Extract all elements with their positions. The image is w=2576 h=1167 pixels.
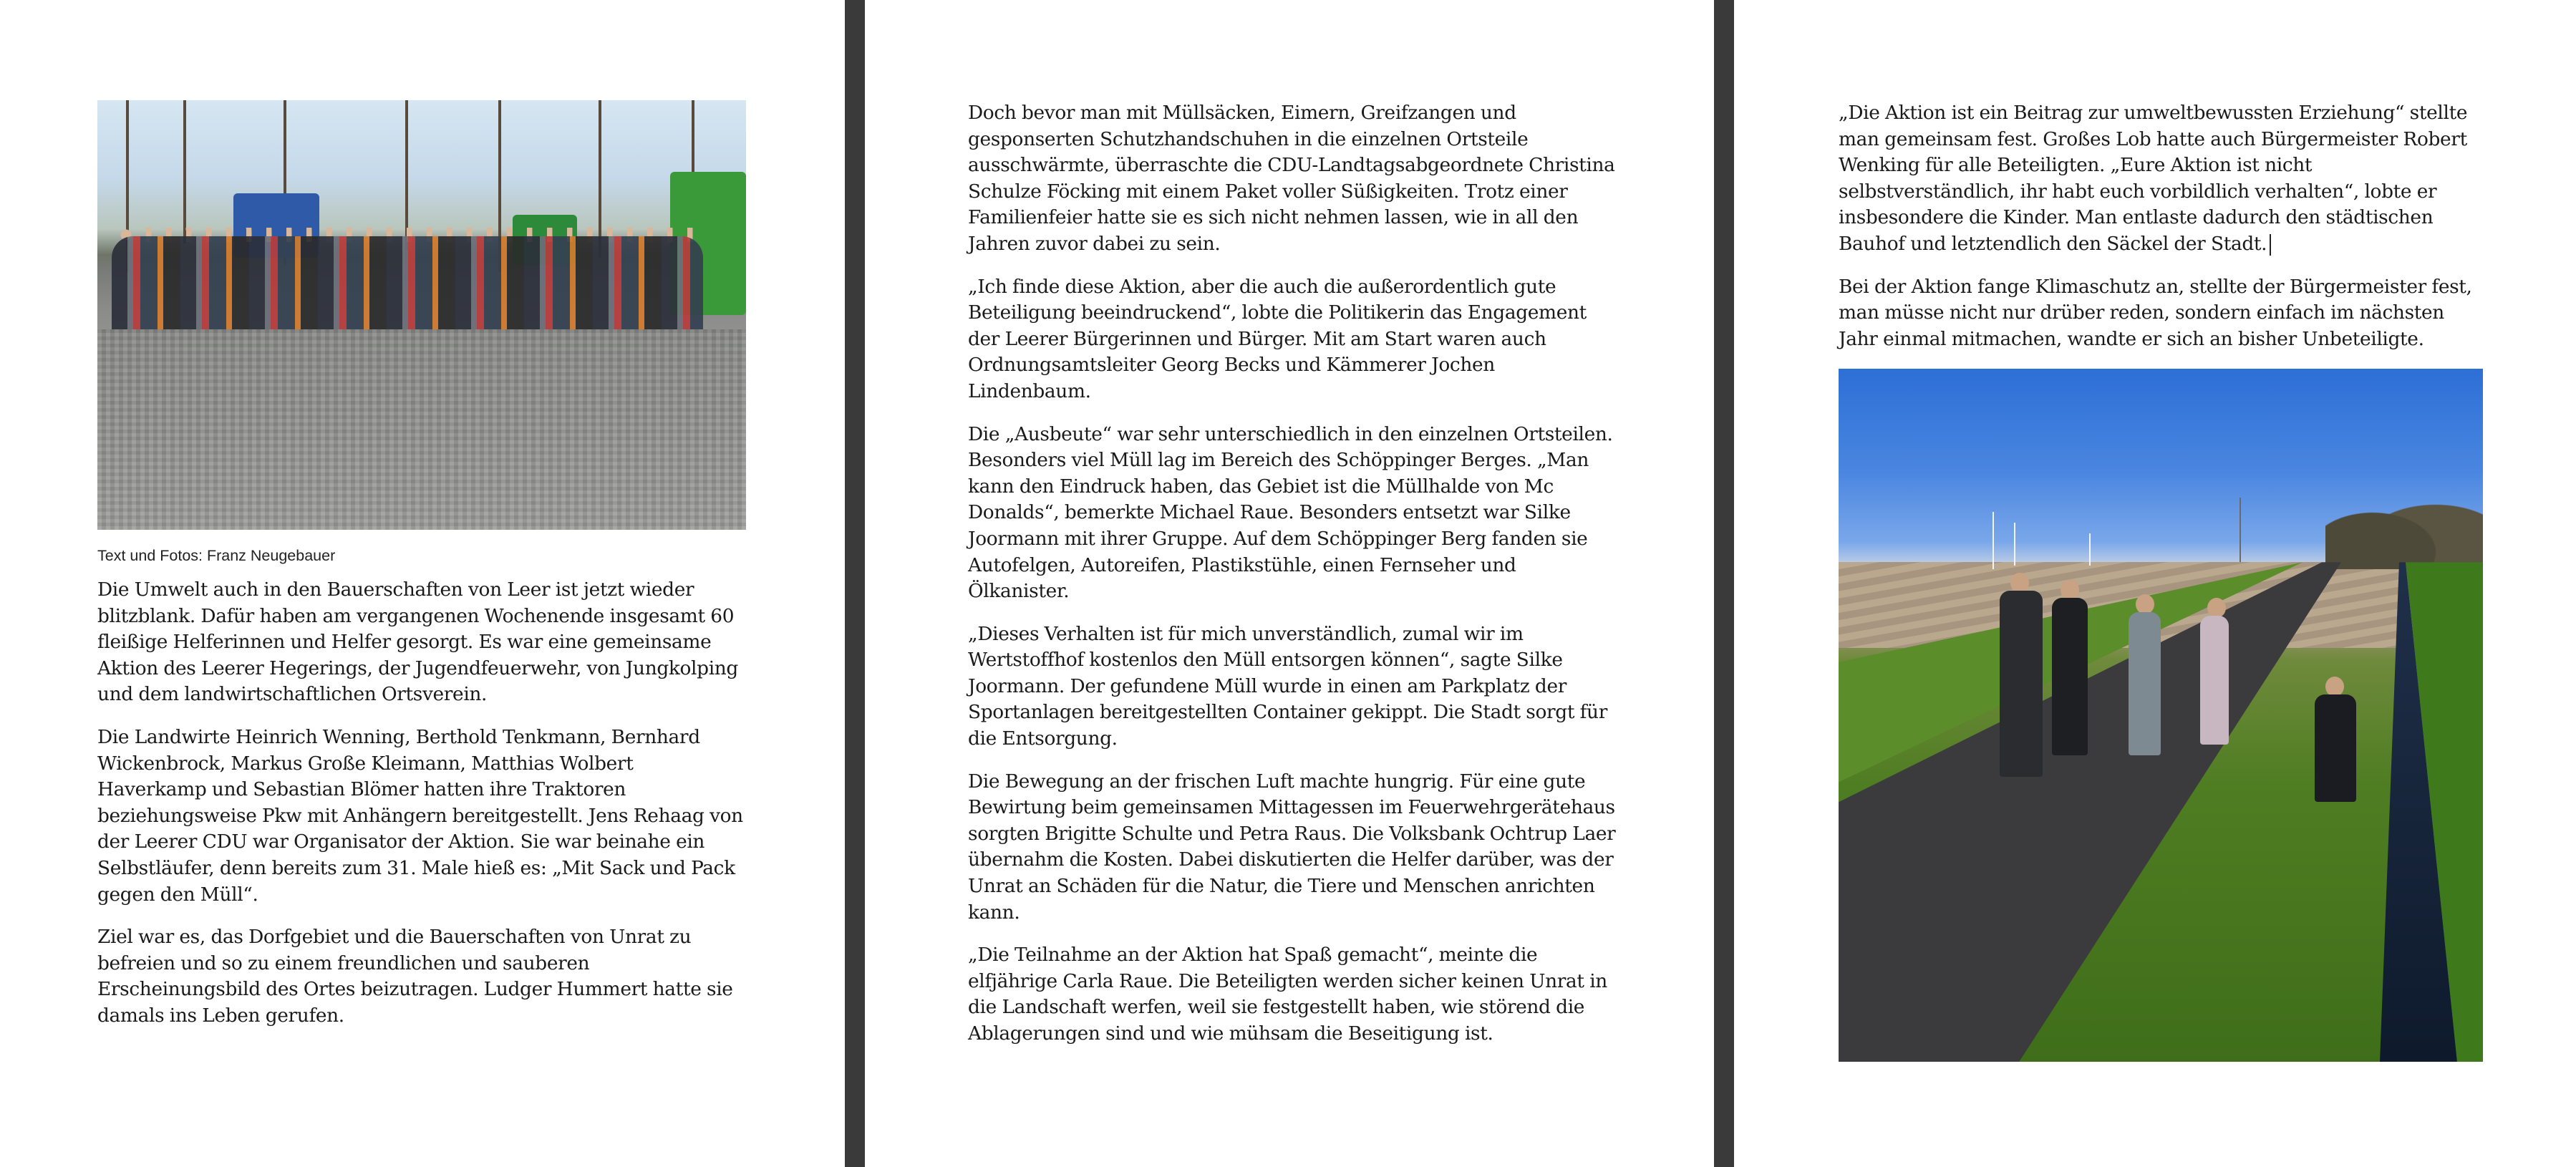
page-1-column (97, 100, 746, 1046)
document-page-3 (1734, 0, 2576, 1167)
paragraph: „Dieses Verhalten ist für mich unverständlich, zumal wir im Wertstoffhof kostenlos den Müll entsorgen können“, sagte Silke Joormann. Der gefundene Müll wurde in einen am Parkplatz der Sportanlagen bereitgestellten Container gekippt. Die Stadt sorgt für die Entsorgung. (968, 622, 1607, 750)
document-page-2 (865, 0, 1714, 1167)
paragraph-text: „Die Aktion ist ein Beitrag zur umweltbewussten Erziehung“ stellte man gemeinsam fest. Großes Lob hatte auch Bürgermeister Robert Wenking für alle Beteiligten. „Eure Aktion ist nicht selbstverständlich, ihr habt euch vorbildlich verhalten“, lobte er insbesondere die Kinder. Man entlaste dadurch den städtischen Bauhof und letztendlich den Säckel der Stadt. (1839, 102, 2468, 255)
paragraph: Bei der Aktion fange Klimaschutz an, stellte der Bürgermeister fest, man müsse nicht nur drüber reden, sondern einfach im nächsten Jahr einmal mitmachen, wandte er sich an bisher Unbeteiligte. (1839, 275, 2472, 350)
paragraph: Ziel war es, das Dorfgebiet und die Bauerschaften von Unrat zu befreien und so zu einem freundlichen und sauberen Erscheinungsbild des Ortes beizutragen. Ludger Hummert hatte sie damals ins Leben gerufen. (97, 926, 733, 1027)
photo-caption: Text und Fotos: Franz Neugebauer (97, 547, 336, 564)
paragraph: Die Landwirte Heinrich Wenning, Berthold Tenkmann, Bernhard Wickenbrock, Markus Große Kleimann, Matthias Wolbert Haverkamp und Sebastian Blömer hatten ihre Traktoren beziehungsweise Pkw mit Anhängern bereitgestellt. Jens Rehaag von der Leerer CDU war Organisator der Aktion. Sie war beinahe ein Selbstläufer, denn bereits zum 31. Male hieß es: „Mit Sack und Pack gegen den Müll“. (97, 725, 743, 906)
group-photo (97, 100, 746, 530)
paragraph: Die Umwelt auch in den Bauerschaften von Leer ist jetzt wieder blitzblank. Dafür haben am vergangenen Wochenende insgesamt 60 fleißige Helferinnen und Helfer gesorgt. Es war eine gemeinsame Aktion des Leerer Hegerings, der Jugendfeuerwehr, von Jungkolping und dem landwirtschaftlichen Ortsverein. (97, 578, 738, 706)
paragraph: „Die Teilnahme an der Aktion hat Spaß gemacht“, meinte die elfjährige Carla Raue. Die Beteiligten werden sicher keinen Unrat in die Landschaft werfen, weil sie festgestellt haben, wie störend die Ablagerungen sind und wie mühsam die Beseitigung ist. (968, 944, 1607, 1045)
document-page-1 (0, 0, 845, 1167)
paragraph: „Ich finde diese Aktion, aber die auch die außerordentlich gute Beteiligung beeindruckend“, lobte die Politikerin das Engagement der Leerer Bürgerinnen und Bürger. Mit am Start waren auch Ordnungsamtsleiter Georg Becks und Kämmerer Jochen Lindenbaum. (968, 275, 1587, 402)
page-2-column (968, 100, 1617, 1064)
paragraph (1839, 100, 2483, 258)
paragraph: Die „Ausbeute“ war sehr unterschiedlich in den einzelnen Ortsteilen. Besonders viel Müll lag im Bereich des Schöppinger Berges. „Man kann den Eindruck haben, das Gebiet ist die Müllhalde von Mc Donalds“, bemerkte Michael Raue. Besonders entsetzt war Silke Joormann mit ihrer Gruppe. Auf dem Schöppinger Berg fanden sie Autofelgen, Autoreifen, Plastikstühle, einen Fernseher und Ölkanister. (968, 422, 1613, 603)
text-cursor (2270, 234, 2271, 256)
cleanup-photo (1839, 369, 2483, 1062)
paragraph: Die Bewegung an der frischen Luft machte hungrig. Für eine gute Bewirtung beim gemeinsamen Mittagessen im Feuerwehrgerätehaus sorgten Brigitte Schulte und Petra Raus. Die Volksbank Ochtrup Laer übernahm die Kosten. Dabei diskutierten die Helfer darüber, was der Unrat an Schäden für die Natur, die Tiere und Menschen anrichten kann. (968, 770, 1616, 924)
paragraph: Doch bevor man mit Müllsäcken, Eimern, Greifzangen und gesponserten Schutzhandschuhen in die einzelnen Ortsteile ausschwärmte, überraschte die CDU-Landtagsabgeordnete Christina Schulze Föcking mit einem Paket voller Süßigkeiten. Trotz einer Familienfeier hatte sie es sich nicht nehmen lassen, wie in all den Jahren zuvor dabei zu sein. (968, 102, 1615, 255)
page-3-column (1839, 100, 2483, 1062)
